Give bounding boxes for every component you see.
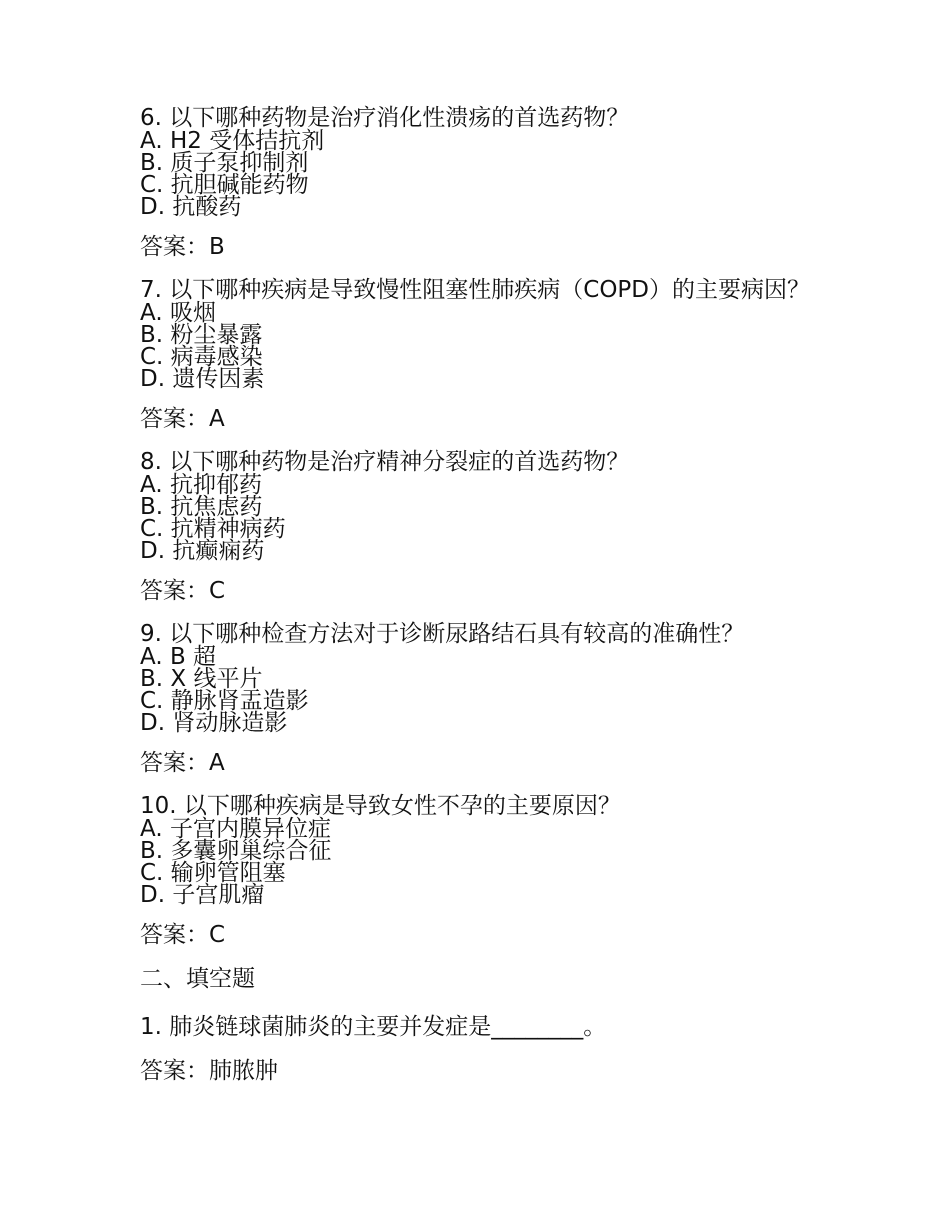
answer-text: 答案：C: [140, 578, 226, 604]
answer-text: 答案：A: [140, 750, 225, 776]
option-c: C. 病毒感染: [140, 344, 263, 370]
option-b: B. 多囊卵巢综合征: [140, 838, 332, 864]
option-c: C. 抗精神病药: [140, 516, 286, 542]
option-d: D. 肾动脉造影: [140, 710, 288, 736]
fill-in-answer: 答案：肺脓肿: [140, 1058, 278, 1084]
document-page: [140, 106, 820, 1084]
question-text: 9. 以下哪种检查方法对于诊断尿路结石具有较高的准确性？: [140, 621, 745, 647]
option-d: D. 抗酸药: [140, 194, 242, 220]
option-a: A. B 超: [140, 644, 217, 670]
option-a: A. 吸烟: [140, 300, 216, 326]
question-8: [140, 450, 820, 604]
question-text: 6. 以下哪种药物是治疗消化性溃疡的首选药物？: [140, 105, 630, 131]
fill-in-question: 1. 肺炎链球菌肺炎的主要并发症是________。: [140, 1014, 607, 1040]
option-b: B. 粉尘暴露: [140, 322, 263, 348]
option-b: B. 质子泵抑制剂: [140, 150, 309, 176]
option-a: A. 子宫内膜异位症: [140, 816, 331, 842]
option-d: D. 遗传因素: [140, 366, 265, 392]
option-c: C. 输卵管阻塞: [140, 860, 286, 886]
question-text: 8. 以下哪种药物是治疗精神分裂症的首选药物？: [140, 449, 630, 475]
question-text: 7. 以下哪种疾病是导致慢性阻塞性肺疾病（COPD）的主要病因？: [140, 277, 810, 303]
option-a: A. 抗抑郁药: [140, 472, 262, 498]
option-d: D. 抗癫痫药: [140, 538, 265, 564]
option-list: [140, 302, 820, 390]
answer-text: 答案：A: [140, 406, 225, 432]
option-list: [140, 130, 820, 218]
question-text: 10. 以下哪种疾病是导致女性不孕的主要原因？: [140, 793, 621, 819]
section-title: 二、填空题: [140, 966, 255, 992]
question-9: [140, 622, 820, 776]
question-7: [140, 278, 820, 432]
option-d: D. 子宫肌瘤: [140, 882, 265, 908]
option-a: A. H2 受体拮抗剂: [140, 128, 325, 154]
question-6: [140, 106, 820, 260]
option-b: B. 抗焦虑药: [140, 494, 263, 520]
option-list: [140, 818, 820, 906]
option-list: [140, 474, 820, 562]
option-list: [140, 646, 820, 734]
question-10: [140, 794, 820, 948]
option-b: B. X 线平片: [140, 666, 263, 692]
option-c: C. 抗胆碱能药物: [140, 172, 309, 198]
option-c: C. 静脉肾盂造影: [140, 688, 309, 714]
answer-text: 答案：B: [140, 234, 225, 260]
answer-text: 答案：C: [140, 922, 226, 948]
